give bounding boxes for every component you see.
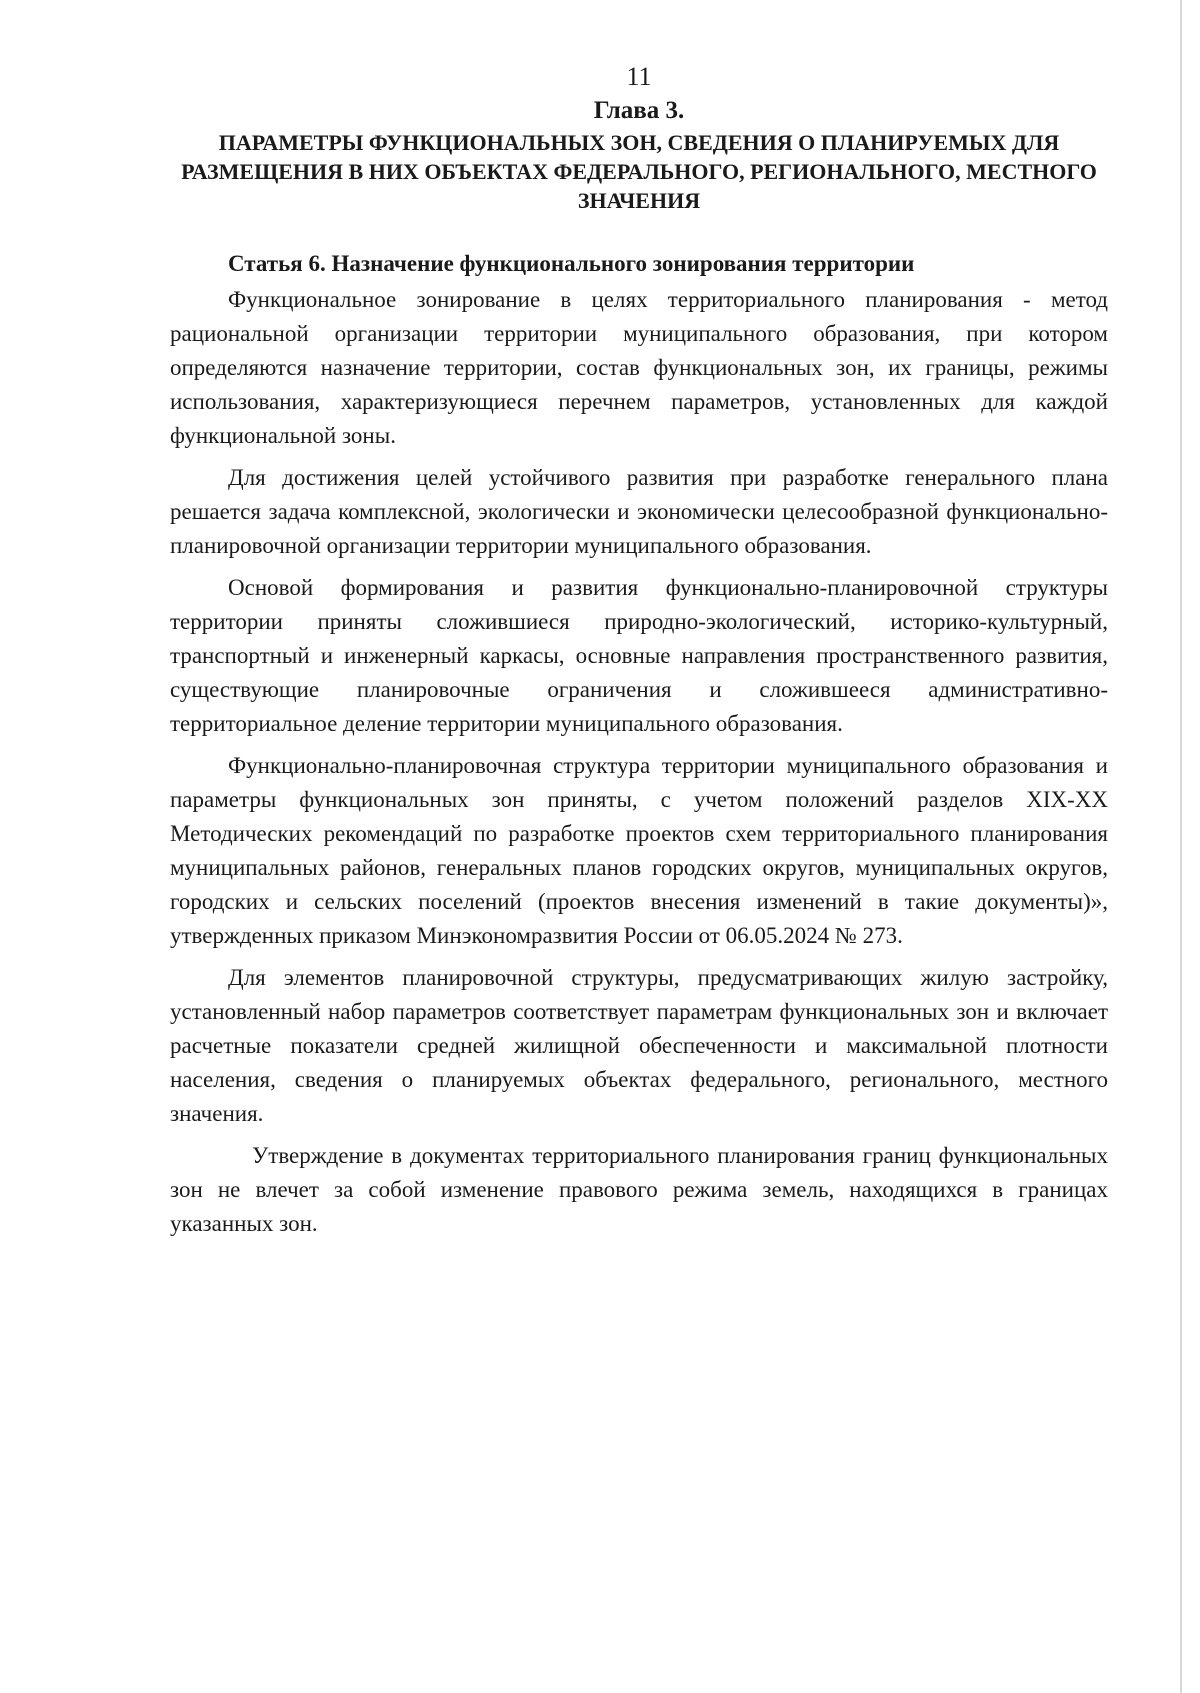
paragraph: Функциональное зонирование в целях территориального планирования - метод рациональной организации территории муниципального образования, при котором определяются назначение территории, состав функциональных зон, их границы, режимы использования, характеризующиеся перечнем параметров, установленных для каждой функциональной зоны.: [170, 287, 1108, 448]
page-edge-line: [1180, 0, 1182, 1693]
document-page: [170, 62, 1108, 1249]
chapter-heading: Глава 3.: [593, 97, 685, 124]
paragraph: Основой формирования и развития функционально-планировочной структуры территории приняты сложившиеся природно-экологический, историко-культурный, транспортный и инженерный каркасы, основные направления пространственного развития, существующие планировочные ограничения и сложившееся административно-территориальное деление территории муниципального образования.: [170, 575, 1108, 736]
paragraph: Функционально-планировочная структура территории муниципального образования и параметры функциональных зон приняты, с учетом положений разделов XIX-XX Методических рекомендаций по разработке проектов схем территориального планирования муниципальных районов, генеральных планов городских округов, муниципальных округов, городских и сельских поселений (проектов внесения изменений в такие документы)», утвержденных приказом Минэкономразвития России от 06.05.2024 № 273.: [170, 753, 1108, 948]
article-title: Статья 6. Назначение функционального зонирования территории: [228, 251, 915, 276]
paragraph: Утверждение в документах территориального планирования границ функциональных зон не влечет за собой изменение правового режима земель, находящихся в границах указанных зон.: [170, 1143, 1108, 1236]
page-number: 11: [626, 62, 652, 91]
paragraph: Для элементов планировочной структуры, предусматривающих жилую застройку, установленный набор параметров соответствует параметрам функциональных зон и включает расчетные показатели средней жилищной обеспеченности и максимальной плотности населения, сведения о планируемых объектах федерального, регионального, местного значения.: [170, 965, 1108, 1126]
paragraph: Для достижения целей устойчивого развития при разработке генерального плана решается задача комплексной, экологически и экономически целесообразной функционально-планировочной организации территории муниципального образования.: [170, 465, 1108, 558]
chapter-title: ПАРАМЕТРЫ ФУНКЦИОНАЛЬНЫХ ЗОН, СВЕДЕНИЯ О ПЛАНИРУЕМЫХ ДЛЯ РАЗМЕЩЕНИЯ В НИХ ОБЪЕКТАХ ФЕДЕРАЛЬНОГО, РЕГИОНАЛЬНОГО, МЕСТНОГО ЗНАЧЕНИЯ: [181, 130, 1097, 213]
